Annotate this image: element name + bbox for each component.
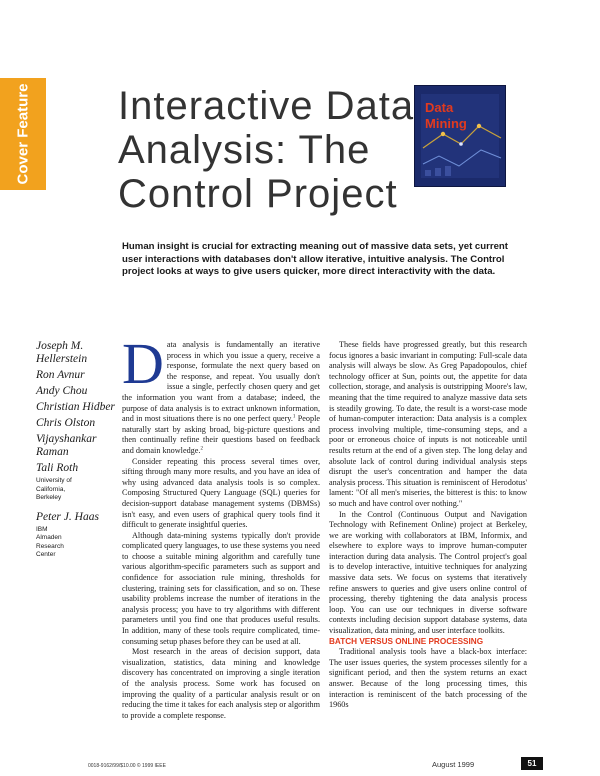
author-affiliation: University of California, Berkeley bbox=[36, 477, 72, 501]
reference-mark: 2 bbox=[200, 446, 203, 452]
author-name: Chris Olston bbox=[36, 417, 96, 429]
body-paragraph: Data analysis is fundamentally an iterative process in which you issue a query, receive a response, formulate the next query based on the response, and repeat. You usually don't issue a single, perfectly chosen query and get the information you want from a database; indeed, the purpose of data analysis is to extract unknown information, and in most situations there is no one perfect query.$^1$ People naturally start by asking broad, big-picture questions and then continually refine their questions based on feedback and domain knowledge.$^2$ bbox=[122, 331, 320, 455]
author-name: Vijayshankar Raman bbox=[36, 433, 97, 458]
cover-image-text-data: Data bbox=[425, 100, 454, 115]
cover-image-text-mining: Mining bbox=[425, 116, 467, 131]
author-list bbox=[36, 340, 116, 565]
cover-image bbox=[414, 85, 506, 187]
author-name: Peter J. Haas bbox=[36, 510, 99, 523]
body-paragraph: In the Control (Continuous Output and Navigation Technology with Refinement Online) project at Berkeley, we are working with collaborators at IBM, Informix, and elsewhere to explore ways to improve human-computer interaction during data analysis. The Control project's goal is to develop interactive, intuitive techniques for analyzing massive data sets. We focus on systems that iteratively refine answers to queries and give users online control of processing, thereby tightening the data analysis process loop. You can use our techniques in diverse software contexts including decision support database systems, data visualization, data mining, and user interface toolkits. bbox=[329, 509, 527, 636]
body-paragraph: Most research in the areas of decision support, data visualization, statistics, data mining and knowledge discovery has concentrated on improving a single iteration of the analysis process. Some work has focused on improving the quality of a particular analysis result or on reducing the time it takes for each analysis step or algorithm to provide a complete response. bbox=[122, 647, 320, 720]
drop-cap: D bbox=[122, 331, 164, 396]
author-name: Joseph M. Hellerstein bbox=[36, 340, 88, 365]
article-deck: Human insight is crucial for extracting meaning out of massive data sets, yet current user interactions with databases don't allow iterative, intuitive analysis. The Control project looks at ways to give users quicker, more direct interactivity with the data. bbox=[122, 241, 508, 277]
page-number: 51 bbox=[521, 757, 543, 770]
author-name: Tali Roth bbox=[36, 462, 79, 474]
data-mining-graphic bbox=[415, 86, 505, 186]
body-paragraph: Consider repeating this process several times over, sifting through many more results, and you have an idea of why using advanced data analysis tools is so complex. Composing Structured Query Language (SQL) queries for decision-support database management systems (DBMSs) isn't easy, and even users of graphical query tools find it difficult to generate insightful queries. bbox=[122, 456, 320, 530]
section-heading: BATCH VERSUS ONLINE PROCESSING bbox=[329, 636, 484, 646]
author-name: Ron Avnur bbox=[36, 369, 85, 381]
author-name: Christian Hidber bbox=[36, 401, 115, 413]
footer-copyright: 0018-9162/99/$10.00 © 1999 IEEE bbox=[88, 763, 166, 769]
section-tab bbox=[0, 78, 46, 190]
body-paragraph: Although data-mining systems typically don't provide complicated query languages, to use these systems you need to choose a suitable mining algorithm and carefully tune various algorithm-specific parameters such as support and confidence for association rule mining, thresholds for clustering, training sets for classification, and so on. These usability problems increase the number of iterations in the analysis process; you have to try algorithms with different parameters until you find one that produces useful results. In addition, many of these tools require complicated, time-consuming setup phases before they can be used at all. bbox=[122, 530, 320, 646]
body-column-left bbox=[122, 331, 320, 721]
author-affiliation: IBM Almaden Research Center bbox=[36, 525, 64, 558]
footer-date: August 1999 bbox=[432, 760, 475, 769]
author-name: Andy Chou bbox=[36, 385, 88, 397]
article-title: Interactive Data Analysis: The Control Project bbox=[118, 84, 415, 216]
body-paragraph: These fields have progressed greatly, but this research focus ignores a basic invariant in computing: Full-scale data analysis will always be slow. As Greg Papadopoulos, chief technology officer at Sun, points out, the appetite for data collection, storage, and analysis is outstripping Moore's law, meaning that the time required to analyze massive data sets is steadily growing. To date, the result is a worst-case mode of human-computer interaction: Data analysis is a complex process involving multiple, time-consuming steps, and a poor or erroneous choice of inputs is not noticeable until results return at the end of a given step. The long delay and absolute lack of control during individual analysis steps disrupt the user's concentration and hamper the data analysis process. This situation is reminiscent of Herodotus' lament: "Of all men's miseries, the bitterest is this: to know so much and have control over nothing." bbox=[329, 340, 527, 508]
section-tab-label: Cover Feature bbox=[14, 83, 32, 185]
body-paragraph: Traditional analysis tools have a black-box interface: The user issues queries, the system processes silently for a significant period, and then the system returns an exact answer. Because of the long processing times, this interaction is reminiscent of the batch processing of the 1960s bbox=[329, 647, 527, 710]
reference-mark: 1 bbox=[292, 414, 296, 420]
body-column-right bbox=[329, 340, 527, 711]
